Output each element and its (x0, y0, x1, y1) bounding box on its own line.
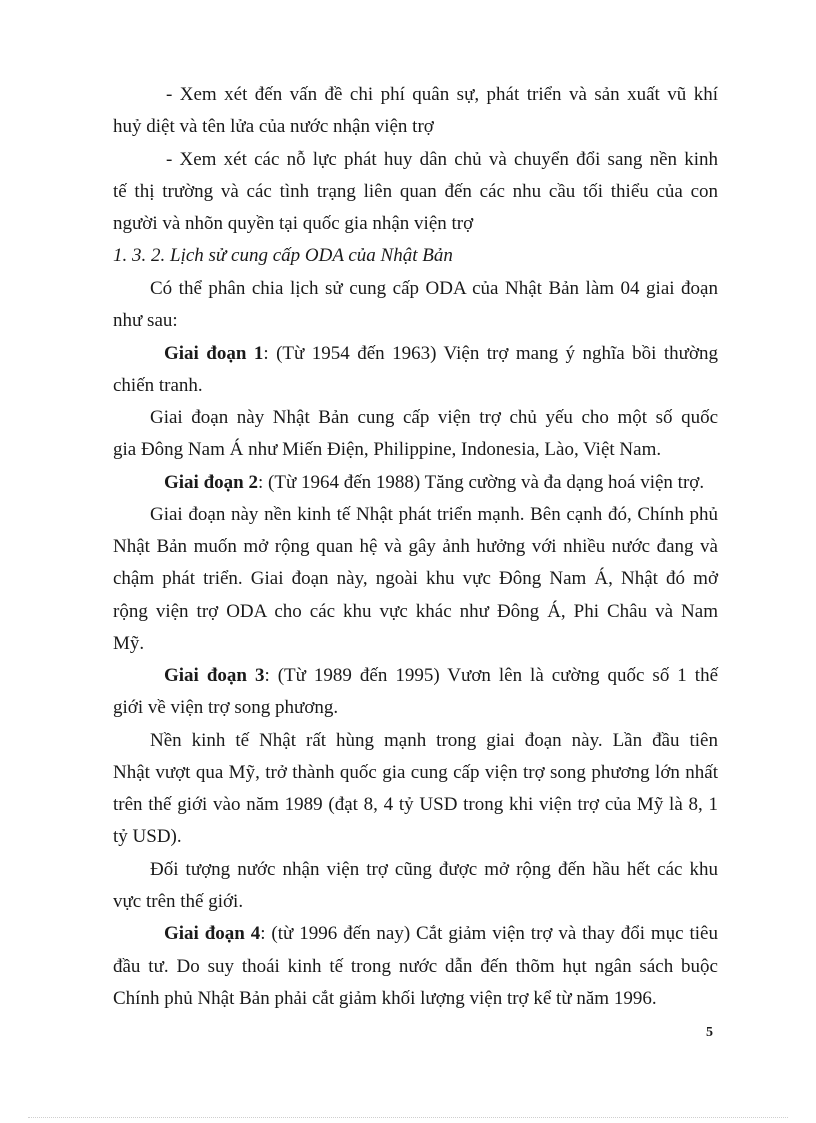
text-line: trên thế giới vào năm 1989 (đạt 8, 4 tỷ USD trong khi viện trợ của Mỹ là 8, 1 (113, 794, 718, 815)
text-line: tỷ USD). (113, 826, 182, 847)
text-line: gia Đông Nam Á như Miến Điện, Philippine, Indonesia, Lào, Việt Nam. (113, 439, 662, 460)
period-2-label: Giai đoạn 2 (164, 472, 258, 493)
period-3-text: : (Từ 1989 đến 1995) Vươn lên là cường quốc số 1 thế (264, 665, 718, 686)
text-line: vực trên thế giới. (113, 891, 244, 912)
period-1-text: : (Từ 1954 đến 1963) Viện trợ mang ý nghĩa bồi thường (263, 343, 718, 364)
period-4-label: Giai đoạn 4 (164, 923, 261, 944)
text-line: huỷ diệt và tên lửa của nước nhận viện trợ (113, 116, 434, 137)
text-line: người và nhõn quyền tại quốc gia nhận viện trợ (113, 213, 474, 234)
text-line: rộng viện trợ ODA cho các khu vực khác như Đông Á, Phi Châu và Nam (113, 601, 718, 622)
text-line: chiến tranh. (113, 375, 203, 396)
text-line: Có thể phân chia lịch sử cung cấp ODA của Nhật Bản làm 04 giai đoạn (150, 278, 718, 299)
text-line: Chính phủ Nhật Bản phải cắt giảm khối lượng viện trợ kể từ năm 1996. (113, 988, 657, 1009)
section-heading: 1. 3. 2. Lịch sử cung cấp ODA của Nhật Bản (113, 245, 453, 266)
period-4-text: : (từ 1996 đến nay) Cắt giảm viện trợ và thay đổi mục tiêu (260, 923, 718, 944)
period-3-label: Giai đoạn 3 (164, 665, 265, 686)
text-line: đầu tư. Do suy thoái kinh tế trong nước dẫn đến thõm hụt ngân sách buộc (113, 956, 718, 977)
text-line: Đối tượng nước nhận viện trợ cũng được mở rộng đến hầu hết các khu (150, 859, 718, 880)
text-line: tế thị trường và các tình trạng liên quan đến các nhu cầu tối thiểu của con (113, 181, 718, 202)
page-number: 5 (706, 1025, 713, 1040)
period-4-line (164, 923, 718, 945)
text-line: Nền kinh tế Nhật rất hùng mạnh trong giai đoạn này. Lần đầu tiên (150, 730, 718, 751)
period-1-label: Giai đoạn 1 (164, 343, 264, 364)
text-line: chậm phát triển. Giai đoạn này, ngoài khu vực Đông Nam Á, Nhật đó mở (113, 568, 718, 589)
period-1-line (164, 343, 718, 365)
period-2-line (164, 472, 704, 494)
text-line: Giai đoạn này nền kinh tế Nhật phát triển mạnh. Bên cạnh đó, Chính phủ (150, 504, 718, 525)
bullet-line: - Xem xét các nỗ lực phát huy dân chủ và chuyển đổi sang nền kinh (166, 149, 718, 170)
period-3-line (164, 665, 718, 687)
period-2-text: : (Từ 1964 đến 1988) Tăng cường và đa dạng hoá viện trợ. (257, 472, 705, 493)
text-line: Mỹ. (113, 633, 145, 654)
footer-divider (28, 1117, 788, 1118)
text-line: Giai đoạn này Nhật Bản cung cấp viện trợ chủ yếu cho một số quốc (150, 407, 718, 428)
text-line: giới về viện trợ song phương. (113, 697, 339, 718)
text-line: Nhật vượt qua Mỹ, trở thành quốc gia cung cấp viện trợ song phương lớn nhất (113, 762, 718, 783)
text-line: như sau: (113, 310, 178, 331)
text-line: Nhật Bản muốn mở rộng quan hệ và gây ảnh hưởng với nhiều nước đang và (113, 536, 718, 557)
bullet-line: - Xem xét đến vấn đề chi phí quân sự, phát triển và sản xuất vũ khí (166, 84, 718, 105)
